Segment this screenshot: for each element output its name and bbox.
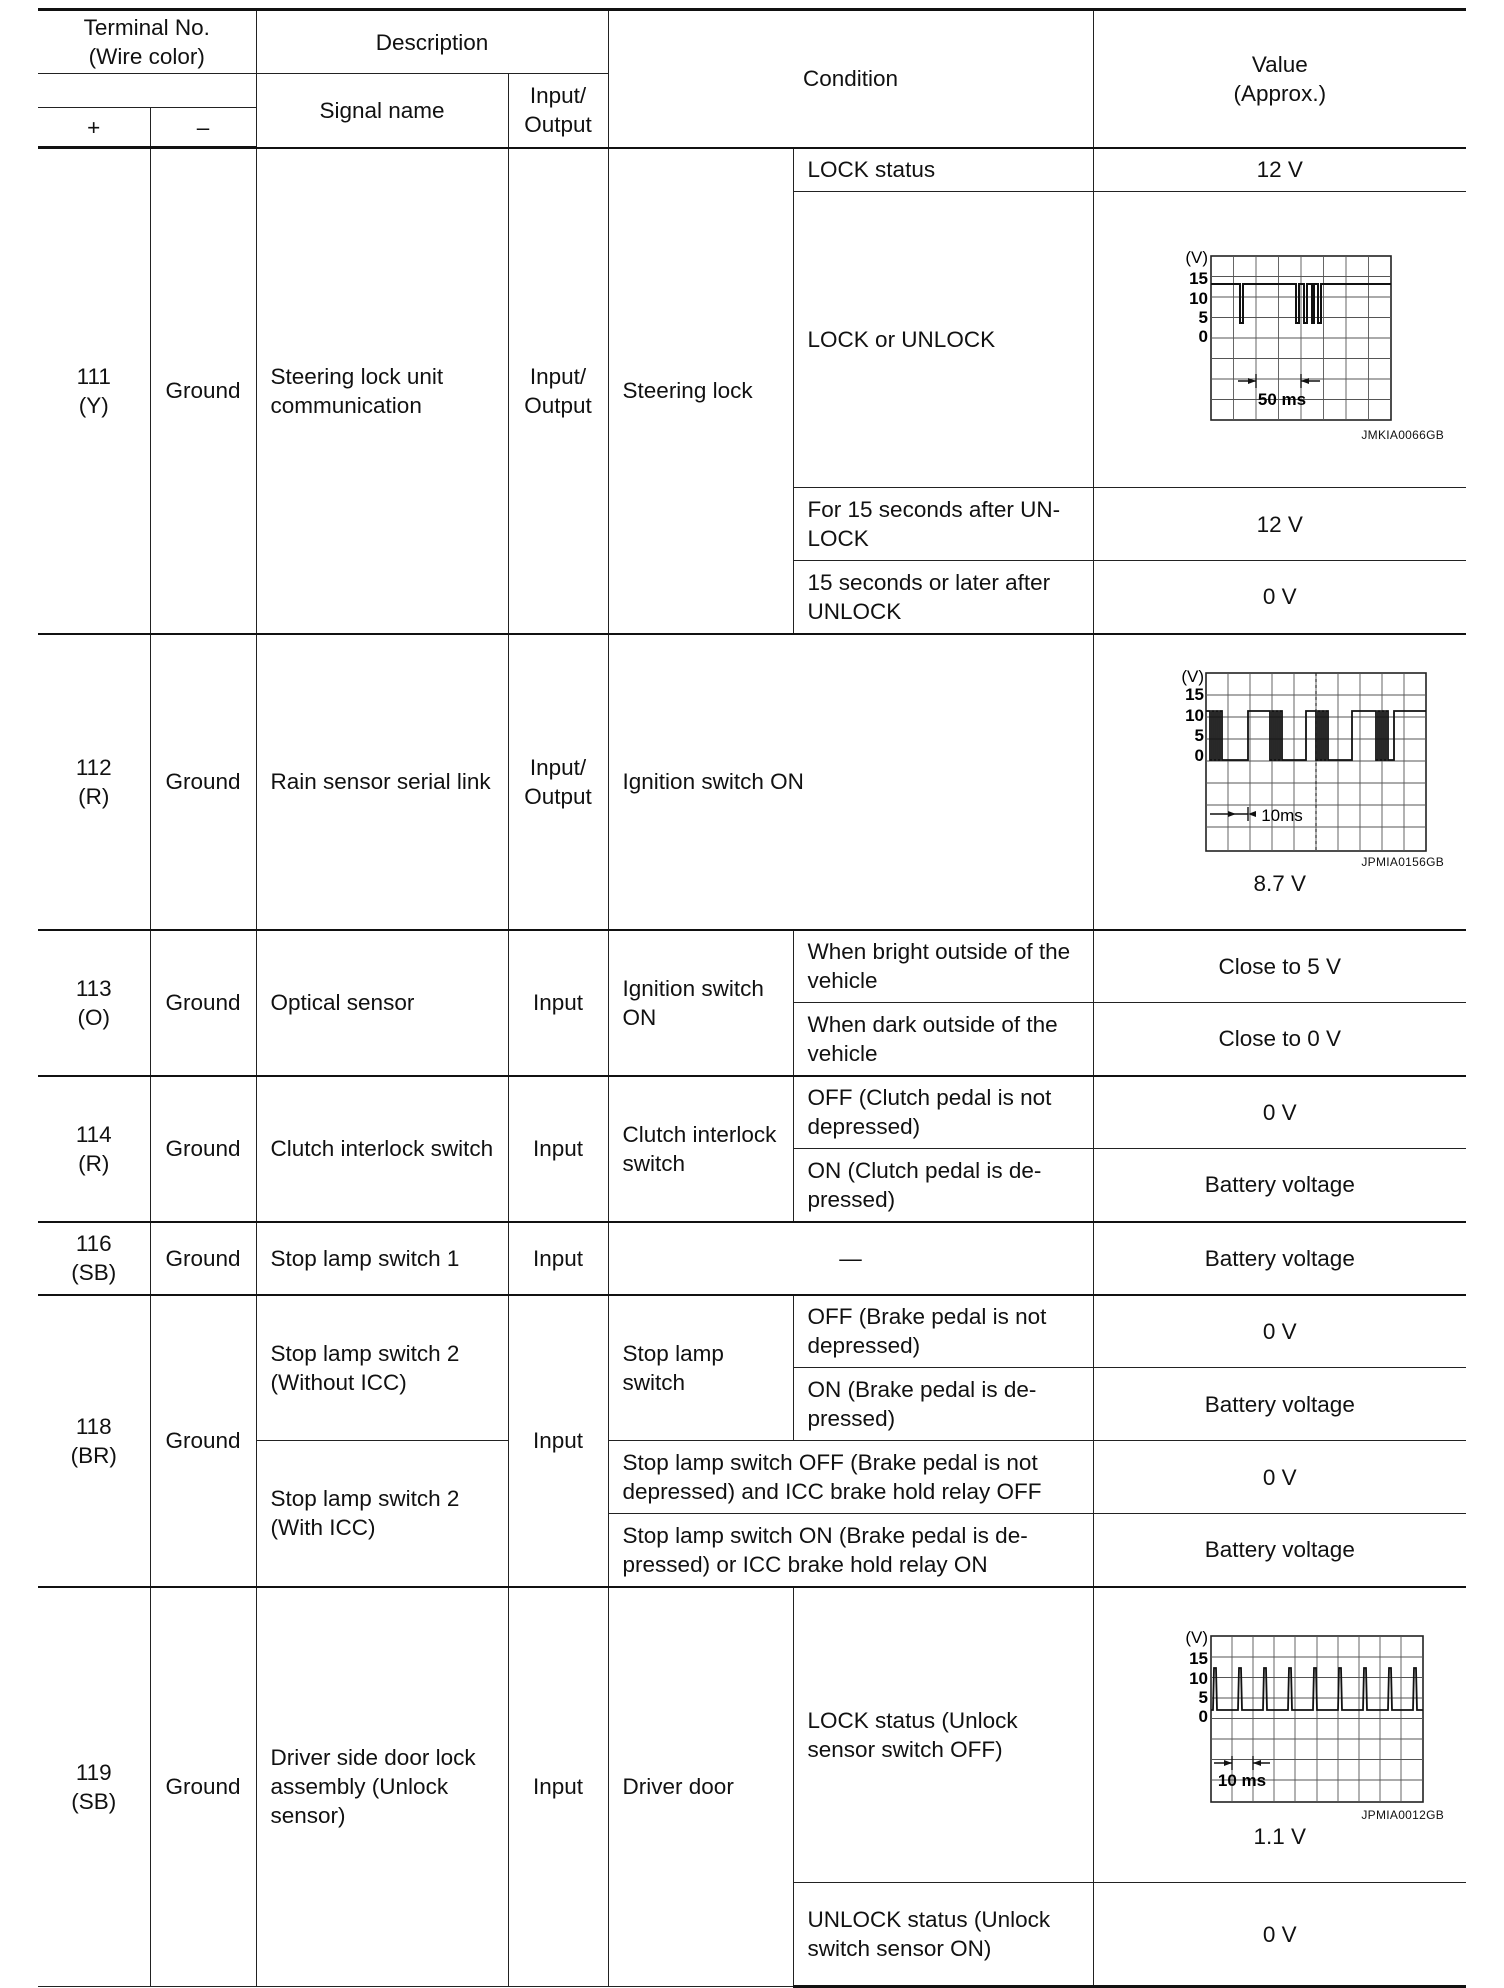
value-cell: 0 V: [1093, 1883, 1466, 1987]
wave-unit: (V): [1185, 1628, 1208, 1648]
signal-name: Clutch interlock switch: [256, 1076, 508, 1222]
sub-condition: OFF (Brake pedal is not depressed): [793, 1295, 1093, 1368]
signal-name: Driver side door lock assembly (Unlock sensor): [256, 1587, 508, 1987]
header-condition: Condition: [608, 10, 1093, 148]
sub-condition: LOCK or UNLOCK: [793, 192, 1093, 488]
wave-scale: 50 ms: [1257, 389, 1306, 409]
table-row-118: [38, 1295, 1466, 1368]
wire-color: (R): [78, 783, 110, 809]
header-terminal-no: Terminal No.: [83, 15, 210, 40]
value-cell: 8.7 V: [1253, 871, 1307, 896]
ground-cell: Ground: [150, 1587, 256, 1987]
wire-color: (R): [78, 1150, 110, 1176]
wire-color: (O): [77, 1004, 110, 1030]
terminal-number: 114: [75, 1121, 112, 1147]
ground-cell: Ground: [150, 930, 256, 1076]
io-cell: Input: [508, 1587, 608, 1987]
ground-cell: Ground: [150, 634, 256, 930]
io-cell: Input: [508, 1295, 608, 1587]
figure-code: JPMIA0012GB: [1361, 1808, 1445, 1823]
value-cell: 1.1 V: [1253, 1824, 1307, 1850]
value-cell: 0 V: [1093, 1441, 1466, 1514]
table-row-119: [38, 1587, 1466, 1883]
header-wire-color: (Wire color): [88, 44, 205, 69]
header-signal-name: Signal name: [256, 74, 508, 148]
y-tick: 5: [1198, 1688, 1208, 1708]
y-tick: 15: [1188, 268, 1208, 288]
wave-unit: (V): [1181, 667, 1204, 686]
y-tick: 15: [1184, 685, 1204, 704]
y-tick: 0: [1198, 1707, 1208, 1727]
figure-code: JMKIA0066GB: [1361, 427, 1445, 442]
waveform-cell: [1093, 1587, 1466, 1883]
terminal-number: 116: [75, 1231, 112, 1256]
y-tick: 5: [1198, 307, 1208, 327]
figure-code: JPMIA0156GB: [1361, 855, 1445, 869]
signal-name: Stop lamp switch 2 (With ICC): [256, 1441, 508, 1587]
value-cell: 0 V: [1093, 1076, 1466, 1149]
terminal-number: 113: [75, 975, 112, 1001]
ground-cell: Ground: [150, 1076, 256, 1222]
table-row-112: [38, 634, 1466, 930]
signal-name: Stop lamp switch 1: [256, 1222, 508, 1295]
sub-condition: Stop lamp switch ON (Brake pedal is de-pressed) or ICC brake hold relay ON: [608, 1514, 1093, 1587]
header-value-approx: (Approx.): [1233, 80, 1327, 106]
table-row-113: [38, 930, 1466, 1003]
condition-cell: Ignition switch ON: [608, 930, 793, 1076]
ground-cell: Ground: [150, 148, 256, 634]
y-tick: 10: [1188, 288, 1208, 308]
signal-name: Optical sensor: [256, 930, 508, 1076]
condition-cell: Ignition switch ON: [608, 634, 1093, 930]
waveform-graph-111: [1130, 238, 1430, 428]
waveform-cell: [1093, 192, 1466, 488]
terminal-114: [38, 1076, 150, 1222]
waveform-cell: [1093, 634, 1466, 930]
sub-condition: OFF (Clutch pedal is not depressed): [793, 1076, 1093, 1149]
io-cell: Input: [508, 1222, 608, 1295]
signal-name: Rain sensor serial link: [256, 634, 508, 930]
header-terminal: [38, 10, 256, 74]
value-cell: Battery voltage: [1093, 1514, 1466, 1587]
header-value: [1093, 10, 1466, 148]
terminal-118: [38, 1295, 150, 1587]
wave-unit: (V): [1185, 247, 1208, 267]
condition-cell: Clutch interlock switch: [608, 1076, 793, 1222]
header-minus: –: [150, 108, 256, 148]
ground-cell: Ground: [150, 1295, 256, 1587]
sub-condition: LOCK status (Unlock sensor switch OFF): [793, 1587, 1093, 1883]
io-cell: Input: [508, 1076, 608, 1222]
sub-condition: LOCK status: [793, 148, 1093, 192]
value-cell: Battery voltage: [1093, 1149, 1466, 1222]
sub-condition: Stop lamp switch OFF (Brake pedal is not depressed) and ICC brake hold relay OFF: [608, 1441, 1093, 1514]
waveform-graph-112: [1130, 665, 1430, 855]
io-cell: Input/ Output: [508, 634, 608, 930]
y-tick: 15: [1188, 1649, 1208, 1669]
y-tick: 0: [1194, 746, 1204, 765]
value-cell: Close to 5 V: [1093, 930, 1466, 1003]
condition-cell: Driver door: [608, 1587, 793, 1987]
waveform-graph-119: [1130, 1618, 1430, 1808]
value-cell: Close to 0 V: [1093, 1003, 1466, 1076]
table-row-114: [38, 1076, 1466, 1149]
terminal-119: [38, 1587, 150, 1987]
terminal-112: [38, 634, 150, 930]
value-cell: Battery voltage: [1093, 1222, 1466, 1295]
sub-condition: ON (Clutch pedal is de-pressed): [793, 1149, 1093, 1222]
value-cell: 0 V: [1093, 561, 1466, 634]
condition-cell: —: [608, 1222, 1093, 1295]
header-description: Description: [256, 10, 608, 74]
wire-color: (BR): [70, 1442, 117, 1468]
wire-color: (Y): [78, 392, 109, 418]
table-row-111: [38, 148, 1466, 192]
value-cell: 12 V: [1093, 148, 1466, 192]
sub-condition: When dark outside of the vehicle: [793, 1003, 1093, 1076]
value-cell: Battery voltage: [1093, 1368, 1466, 1441]
wire-color: (SB): [71, 1260, 117, 1285]
y-tick: 5: [1194, 726, 1204, 745]
terminal-113: [38, 930, 150, 1076]
header-plus: +: [38, 108, 150, 148]
terminal-116: [38, 1222, 150, 1295]
sub-condition: UNLOCK status (Unlock switch sensor ON): [793, 1883, 1093, 1987]
terminal-number: 118: [75, 1413, 112, 1439]
terminal-111: [38, 148, 150, 634]
terminal-number: 112: [75, 754, 112, 780]
terminal-number: 119: [75, 1759, 112, 1785]
io-cell: Input: [508, 930, 608, 1076]
wave-scale: 10 ms: [1217, 1771, 1266, 1791]
y-tick: 0: [1198, 326, 1208, 346]
sub-condition: ON (Brake pedal is de-pressed): [793, 1368, 1093, 1441]
table-row-116: [38, 1222, 1466, 1295]
sub-condition: 15 seconds or later after UNLOCK: [793, 561, 1093, 634]
header-value-label: Value: [1251, 51, 1308, 77]
terminal-spec-table: [38, 8, 1466, 1988]
sub-condition: For 15 seconds after UN-LOCK: [793, 488, 1093, 561]
sub-condition: When bright outside of the vehicle: [793, 930, 1093, 1003]
io-cell: Input/ Output: [508, 148, 608, 634]
header-io: Input/ Output: [508, 74, 608, 148]
ground-cell: Ground: [150, 1222, 256, 1295]
signal-name: Steering lock unit communication: [256, 148, 508, 634]
value-cell: 12 V: [1093, 488, 1466, 561]
condition-cell: Stop lamp switch: [608, 1295, 793, 1441]
value-cell: 0 V: [1093, 1295, 1466, 1368]
wire-color: (SB): [71, 1788, 117, 1814]
condition-cell: Steering lock: [608, 148, 793, 634]
terminal-number: 111: [76, 363, 111, 389]
wave-scale: 10ms: [1261, 806, 1303, 825]
y-tick: 10: [1184, 706, 1204, 725]
y-tick: 10: [1188, 1669, 1208, 1689]
signal-name: Stop lamp switch 2 (Without ICC): [256, 1295, 508, 1441]
